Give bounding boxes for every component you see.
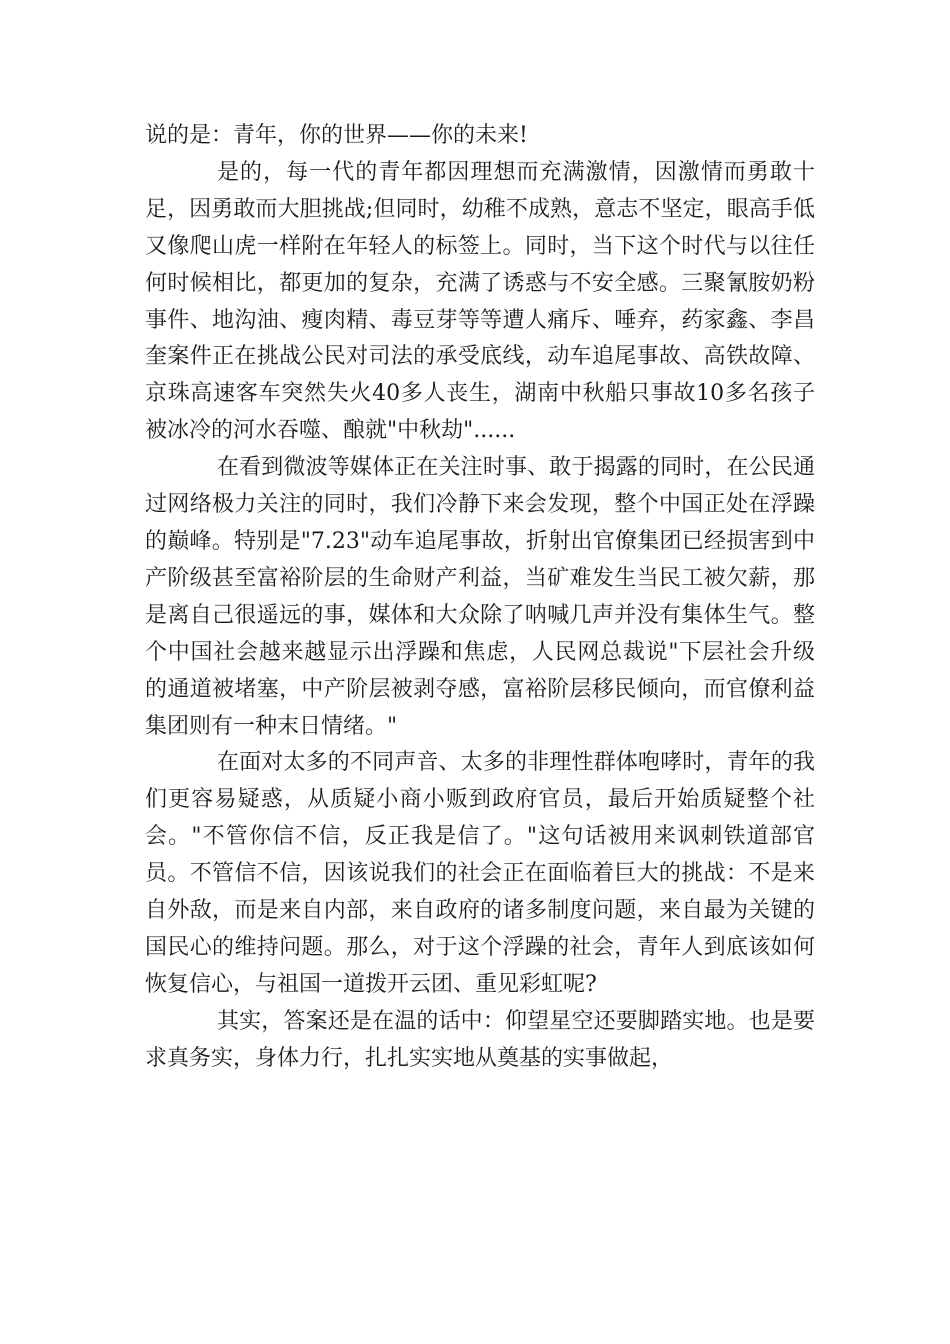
- paragraph-3: 在看到微波等媒体正在关注时事、敢于揭露的同时，在公民通过网络极力关注的同时，我们冷静下来会发现，整个中国正处在浮躁的巅峰。特别是"7.23"动车追尾事故，折射出官僚集团已经损害到中产阶级甚至富裕阶层的生命财产利益，当矿难发生当民工被欠薪，那是离自己很遥远的事，媒体和大众除了呐喊几声并没有集体生气。整个中国社会越来越显示出浮躁和焦虑，人民网总裁说"下层社会升级的通道被堵塞，中产阶层被剥夺感，富裕阶层移民倾向，而官僚利益集团则有一种末日情绪。": [145, 455, 815, 739]
- paragraph-5: 其实，答案还是在温的话中：仰望星空还要脚踏实地。也是要求真务实，身体力行，扎扎实实地从奠基的实事做起，: [145, 1008, 815, 1071]
- paragraph-4: 在面对太多的不同声音、太多的非理性群体咆哮时，青年的我们更容易疑惑，从质疑小商小贩到政府官员，最后开始质疑整个社会。"不管你信不信，反正我是信了。"这句话被用来讽刺铁道部官员。不管信不信，因该说我们的社会正在面临着巨大的挑战：不是来自外敌，而是来自内部，来自政府的诸多制度问题，来自最为关键的国民心的维持问题。那么，对于这个浮躁的社会，青年人到底该如何恢复信心，与祖国一道拨开云团、重见彩虹呢?: [145, 750, 815, 997]
- paragraph-2: 是的，每一代的青年都因理想而充满激情，因激情而勇敢十足，因勇敢而大胆挑战;但同时，幼稚不成熟，意志不坚定，眼高手低又像爬山虎一样附在年轻人的标签上。同时，当下这个时代与以往任何时候相比，都更加的复杂，充满了诱惑与不安全感。三聚氰胺奶粉事件、地沟油、瘦肉精、毒豆芽等等遭人痛斥、唾弃，药家鑫、李昌奎案件正在挑战公民对司法的承受底线，动车追尾事故、高铁故障、京珠高速客车突然失火40多人丧生，湖南中秋船只事故10多名孩子被冰冷的河水吞噬、酿就"中秋劫"......: [145, 159, 815, 444]
- paragraph-1: 说的是：青年，你的世界——你的未来!: [145, 123, 528, 148]
- document-body: [145, 118, 815, 1078]
